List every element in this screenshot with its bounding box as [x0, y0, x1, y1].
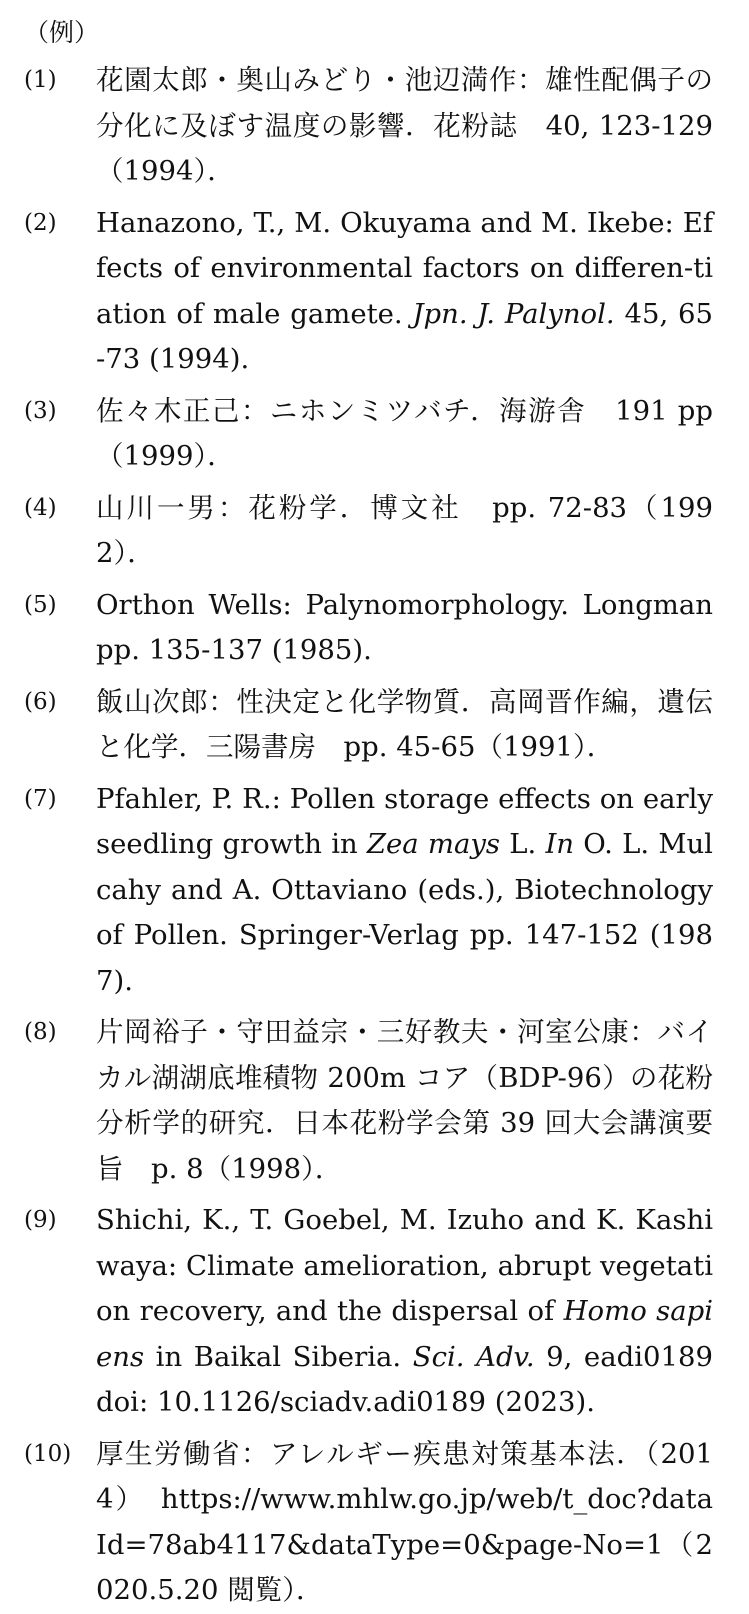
reference-text [96, 777, 713, 1005]
reference-text-segment: Orthon Wells: Palynomorphology. Longman pp. 135-137 (1985). [96, 588, 713, 666]
reference-text-segment: Hanazono, T., M. Okuyama and M. Ikebe: Effects of environmental factors on differen-tiation of male gamete. [96, 206, 713, 330]
species-name-italic: Homo sapiens [96, 1295, 713, 1373]
reference-item-10 [24, 1432, 713, 1614]
reference-item-5 [24, 583, 713, 674]
reference-text [96, 1198, 713, 1426]
reference-number: (8) [24, 1019, 57, 1045]
reference-text-segment: Pfahler, P. R.: Pollen storage effects on early seedling growth in [96, 782, 713, 860]
reference-text-segment: 9, eadi0189 doi: 10.1126/sciadv.adi0189 (2023). [96, 1340, 713, 1418]
reference-text-segment: 花園太郎・奥山みどり・池辺満作：雄性配偶子の分化に及ぼす温度の影響．花粉誌 40, 123-129（1994）． [96, 64, 713, 187]
reference-list [24, 58, 713, 1614]
reference-item-6 [24, 680, 713, 771]
reference-text-segment: 飯山次郎：性決定と化学物質．高岡晋作編，遺伝と化学．三陽書房 pp. 45-65（1991）． [96, 685, 713, 763]
reference-text [96, 58, 713, 195]
reference-item-1 [24, 58, 713, 195]
reference-text [96, 201, 713, 383]
reference-text-segment: L. [500, 828, 546, 860]
in-italic: In [545, 828, 575, 860]
journal-title-italic: Sci. Adv. [412, 1340, 535, 1373]
example-heading: （例） [24, 18, 100, 47]
reference-text-segment: Shichi, K., T. Goebel, M. Izuho and K. Kashiwaya: Climate amelioration, abrupt vegetation recovery, and the dispersal of [96, 1204, 713, 1327]
reference-text [96, 486, 713, 577]
reference-item-8 [24, 1010, 713, 1192]
reference-text [96, 1010, 713, 1192]
reference-text-segment: 45, 65-73 (1994). [96, 297, 714, 375]
reference-number: (6) [24, 688, 57, 715]
reference-text [96, 583, 713, 674]
reference-text [96, 389, 713, 480]
species-name-italic: Zea mays [366, 828, 501, 860]
reference-number: (5) [24, 591, 57, 618]
reference-text-segment: 片岡裕子・守田益宗・三好教夫・河室公康：バイカル湖湖底堆積物 200m コア（BDP-96）の花粉分析学的研究．日本花粉学会第 39 回大会講演要旨 p. 8（1998）． [96, 1016, 713, 1185]
reference-text-segment: 佐々木正己：ニホンミツバチ．海游舎 191 pp（1999）． [96, 394, 713, 472]
reference-number: (1) [24, 67, 57, 93]
reference-number: (3) [24, 397, 57, 424]
reference-text-segment: in Baikal Siberia. [144, 1340, 413, 1373]
reference-text-segment: O. L. Mulcahy and A. Ottaviano (eds.), Biotechnology of Pollen. Springer-Verlag pp. 147-152 (1987). [96, 828, 713, 997]
reference-text-segment: 山川一男：花粉学．博文社 pp. 72-83（1992）． [96, 491, 713, 569]
reference-number: (4) [24, 494, 57, 521]
reference-number: (2) [24, 209, 57, 236]
reference-number: (9) [24, 1207, 57, 1233]
reference-item-4 [24, 486, 713, 577]
reference-number: (7) [24, 785, 57, 812]
reference-item-7 [24, 777, 713, 1005]
reference-number: (10) [24, 1440, 72, 1467]
reference-text-segment: 厚生労働省：アレルギー疾患対策基本法．（2014） https://www.mhlw.go.jp/web/t_doc?dataId=78ab4117&dataType=0&page-No=1（2020.5.20 閲覧）． [96, 1437, 713, 1606]
journal-title-italic: Jpn. J. Palynol. [412, 297, 615, 330]
reference-item-2 [24, 201, 713, 383]
reference-text [96, 1432, 713, 1614]
reference-item-9 [24, 1198, 713, 1426]
reference-item-3 [24, 389, 713, 480]
reference-text [96, 680, 713, 771]
